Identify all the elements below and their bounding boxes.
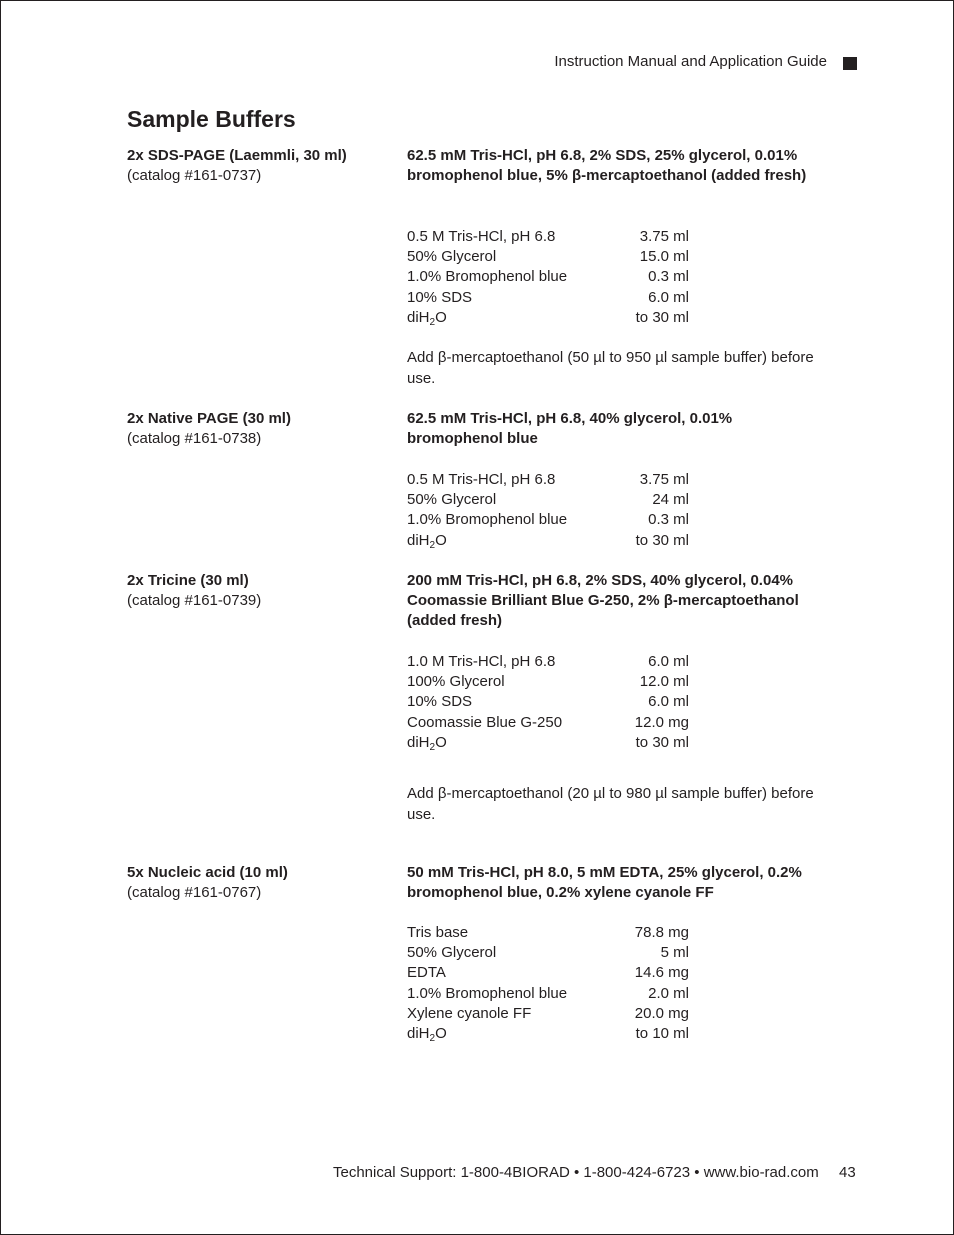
component-amount: 3.75 ml — [639, 471, 689, 488]
recipe-table — [407, 923, 689, 1044]
component-name: diH$_2$O — [407, 1024, 447, 1044]
component-amount: to 30 ml — [635, 308, 689, 326]
buffer-name: 2x Native PAGE (30 ml) — [127, 410, 291, 427]
footer-support-text: Technical Support: 1-800-4BIORAD • 1-800-424-6723 • www.bio-rad.com — [333, 1164, 819, 1181]
component-amount: 24 ml — [652, 491, 689, 509]
component-name: Coomassie Blue G-250 — [407, 713, 563, 731]
component-name: 0.5 M Tris-HCl, pH 6.8 — [407, 228, 556, 245]
component-amount: to 10 ml — [635, 1024, 689, 1042]
component-name: 1.0 M Tris-HCl, pH 6.8 — [407, 653, 556, 670]
recipe-row — [407, 652, 689, 672]
component-amount: 6.0 ml — [648, 653, 689, 670]
component-name: 50% Glycerol — [407, 248, 497, 266]
component-name: EDTA — [407, 964, 446, 982]
recipe-row — [407, 963, 689, 983]
catalog-number: (catalog #161-0767) — [127, 884, 262, 901]
recipe-row — [407, 490, 689, 510]
recipe-table — [407, 470, 689, 551]
buffer-name: 2x Tricine (30 ml) — [127, 572, 249, 589]
component-name: diH$_2$O — [407, 531, 447, 551]
buffer-description: 200 mM Tris-HCl, pH 6.8, 2% SDS, 40% glycerol, 0.04% Coomassie Brilliant Blue G-250, 2% β-mercaptoethanol (added fresh) — [407, 572, 799, 630]
recipe-row — [407, 943, 689, 963]
component-amount: 3.75 ml — [639, 228, 689, 245]
catalog-number: (catalog #161-0739) — [127, 592, 262, 609]
page-title: Sample Buffers — [127, 106, 296, 132]
header-square-marker — [843, 57, 857, 70]
component-amount: 12.0 mg — [634, 713, 689, 731]
usage-note: Add β-mercaptoethanol (20 µl to 980 µl sample buffer) before use. — [407, 785, 814, 823]
component-amount: to 30 ml — [635, 531, 689, 549]
recipe-table — [407, 652, 689, 753]
component-name: diH$_2$O — [407, 733, 447, 753]
recipe-row — [407, 1024, 689, 1044]
recipe-table — [407, 227, 689, 328]
component-amount: 20.0 mg — [634, 1004, 689, 1022]
component-name: 10% SDS — [407, 288, 473, 306]
component-amount: 14.6 mg — [634, 964, 689, 982]
usage-note: Add β-mercaptoethanol (50 µl to 950 µl sample buffer) before use. — [407, 349, 814, 387]
recipe-row — [407, 267, 689, 287]
component-amount: to 30 ml — [635, 733, 689, 751]
component-name: Xylene cyanole FF — [407, 1004, 532, 1022]
catalog-number: (catalog #161-0737) — [127, 167, 262, 184]
recipe-row — [407, 247, 689, 267]
recipe-row — [407, 510, 689, 530]
recipe-row — [407, 923, 689, 943]
component-amount: 2.0 ml — [648, 984, 689, 1002]
component-name: Tris base — [407, 924, 469, 941]
component-amount: 12.0 ml — [639, 673, 689, 691]
component-name: 0.5 M Tris-HCl, pH 6.8 — [407, 471, 556, 488]
recipe-row — [407, 733, 689, 753]
component-name: 50% Glycerol — [407, 491, 497, 509]
component-name: 10% SDS — [407, 693, 473, 711]
recipe-row — [407, 288, 689, 308]
component-name: 100% Glycerol — [407, 673, 505, 691]
buffer-name: 2x SDS-PAGE (Laemmli, 30 ml) — [127, 147, 347, 164]
buffer-description: 50 mM Tris-HCl, pH 8.0, 5 mM EDTA, 25% glycerol, 0.2% bromophenol blue, 0.2% xylene cyanole FF — [407, 864, 802, 902]
component-name: 50% Glycerol — [407, 944, 497, 962]
buffer-name: 5x Nucleic acid (10 ml) — [127, 864, 288, 881]
component-amount: 0.3 ml — [648, 511, 689, 529]
recipe-row — [407, 531, 689, 551]
recipe-row — [407, 470, 689, 490]
component-amount: 5 ml — [660, 944, 689, 962]
component-amount: 6.0 ml — [648, 288, 689, 306]
recipe-row — [407, 984, 689, 1004]
component-amount: 6.0 ml — [648, 693, 689, 711]
recipe-row — [407, 227, 689, 247]
component-amount: 78.8 mg — [634, 924, 689, 941]
buffer-description: 62.5 mM Tris-HCl, pH 6.8, 2% SDS, 25% glycerol, 0.01% bromophenol blue, 5% β-mercaptoethanol (added fresh) — [407, 147, 807, 185]
component-name: 1.0% Bromophenol blue — [407, 268, 568, 286]
buffer-description: 62.5 mM Tris-HCl, pH 6.8, 40% glycerol, 0.01% bromophenol blue — [407, 410, 733, 448]
catalog-number: (catalog #161-0738) — [127, 430, 262, 447]
component-name: diH$_2$O — [407, 308, 447, 328]
recipe-row — [407, 713, 689, 733]
component-amount: 15.0 ml — [639, 248, 689, 266]
component-name: 1.0% Bromophenol blue — [407, 984, 568, 1002]
page-number: 43 — [839, 1164, 856, 1181]
recipe-row — [407, 672, 689, 692]
running-header: Instruction Manual and Application Guide — [554, 53, 827, 70]
recipe-row — [407, 692, 689, 712]
recipe-row — [407, 308, 689, 328]
component-amount: 0.3 ml — [648, 268, 689, 286]
component-name: 1.0% Bromophenol blue — [407, 511, 568, 529]
recipe-row — [407, 1004, 689, 1024]
